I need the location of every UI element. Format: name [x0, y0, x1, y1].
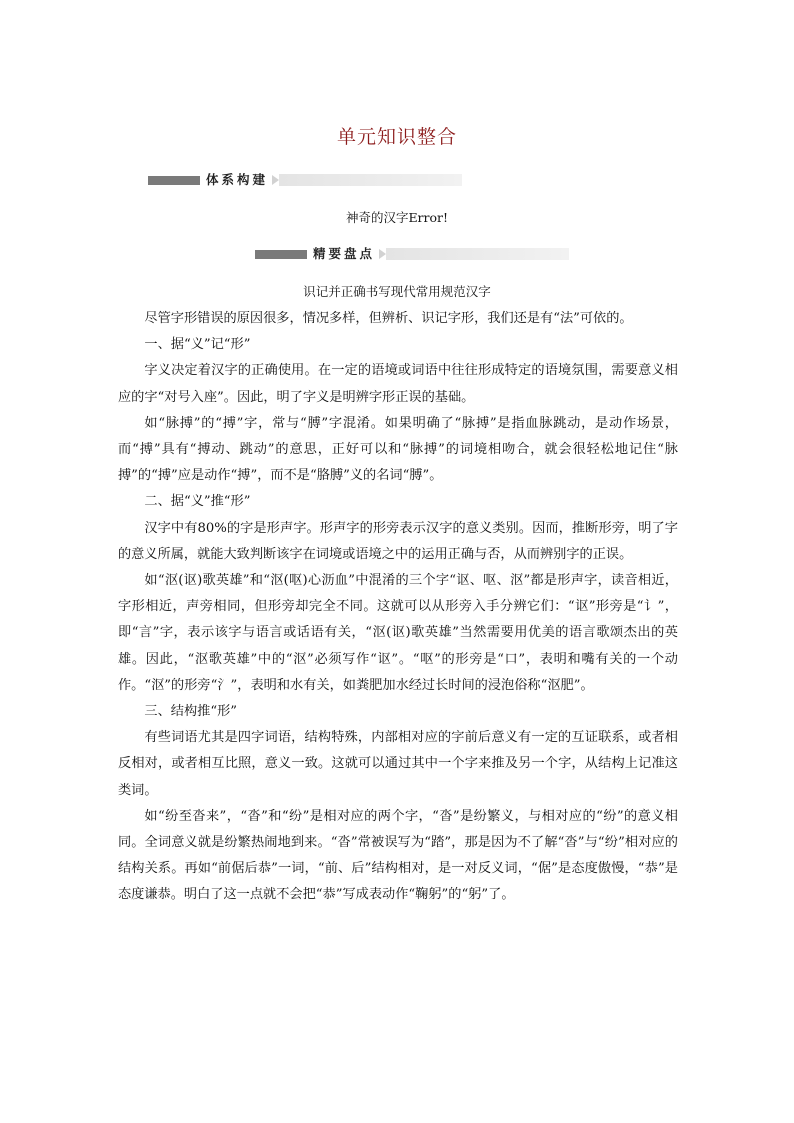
section-bar-dark [255, 250, 307, 259]
heading-section-3: 三、结构推“形” [144, 704, 237, 720]
section-label: 体系构建 [200, 173, 272, 187]
heading-section-2: 二、据“义”推“形” [144, 494, 251, 510]
subheading-character-writing: 识记并正确书写现代常用规范汉字 [303, 284, 491, 299]
section-bar-dark [148, 176, 200, 185]
section-bar-light [386, 248, 569, 260]
section-label: 精要盘点 [307, 247, 379, 261]
paragraph: 如“沤(讴)歌英雄”和“沤(呕)心沥血”中混淆的三个字“讴、呕、沤”都是形声字，读音相近，字形相近，声旁相同，但形旁却完全不同。这就可以从形旁入手分辨它们：“讴”形旁是“讠”，即“言”字，表示该字与语言或话语有关，“沤(讴)歌英雄”当然需要用优美的语言歌颂杰出的英雄。因此，“沤歌英雄”中的“沤”必须写作“讴”。“呕”的形旁是“口”，表明和嘴有关的一个动作。“沤”的形旁“氵”，表明和水有关，如粪肥加水经过长时间的浸泡俗称“沤肥”。 [118, 573, 678, 693]
section-header-system [148, 173, 462, 187]
article-body [118, 306, 678, 909]
section-bar-light [279, 174, 462, 186]
subheading-magic-chinese: 神奇的汉字Error! [345, 210, 449, 225]
page-title: 单元知识整合 [336, 126, 457, 148]
paragraph: 汉字中有80%的字是形声字。形声字的形旁表示汉字的意义类别。因而，推断形旁，明了字的意义所属，就能大致判断该字在词境或语境之中的运用正确与否，从而辨别字的正误。 [118, 520, 678, 562]
heading-section-1: 一、据“义”记“形” [144, 337, 251, 353]
paragraph: 有些词语尤其是四字词语，结构特殊，内部相对应的字前后意义有一定的互证联系，或者相反相对，或者相互比照，意义一致。这就可以通过其中一个字来推及另一个字，从结构上记准这类词。 [118, 730, 678, 798]
chevron-right-icon [272, 175, 279, 185]
section-header-key-points [255, 247, 569, 261]
paragraph: 如“脉搏”的“搏”字，常与“膊”字混淆。如果明确了“脉搏”是指血脉跳动，是动作场景，而“搏”具有“搏动、跳动”的意思，正好可以和“脉搏”的词境相吻合，就会很轻松地记住“脉搏”的“搏”应是动作“搏”，而不是“胳膊”义的名词“膊”。 [118, 415, 678, 484]
paragraph-intro: 尽管字形错误的原因很多，情况多样，但辨析、识记字形，我们还是有“法”可依的。 [144, 311, 633, 326]
chevron-right-icon [379, 249, 386, 259]
paragraph: 字义决定着汉字的正确使用。在一定的语境或词语中往往形成特定的语境氛围，需要意义相应的字“对号入座”。因此，明了字义是明辨字形正误的基础。 [118, 363, 678, 405]
paragraph: 如“纷至沓来”，“沓”和“纷”是相对应的两个字，“沓”是纷繁义，与相对应的“纷”的意义相同。全词意义就是纷繁热闹地到来。“沓”常被误写为“踏”，那是因为不了解“沓”与“纷”相对应的结构关系。再如“前倨后恭”一词，“前、后”结构相对，是一对反义词，“倨”是态度傲慢，“恭”是态度谦恭。明白了这一点就不会把“恭”写成表动作“鞠躬”的“躬”了。 [118, 808, 678, 903]
